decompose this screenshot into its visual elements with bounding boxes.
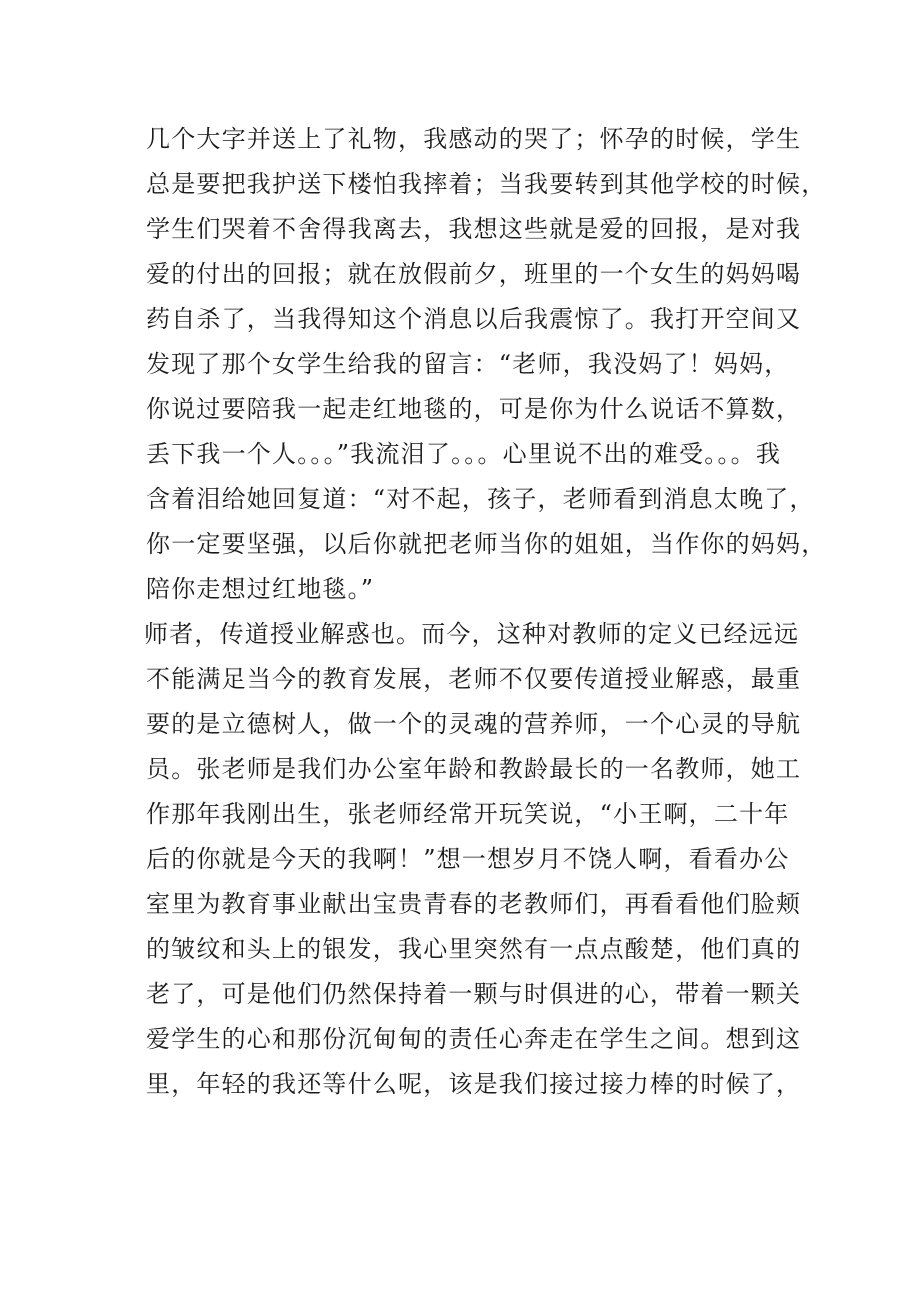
text-line: 几个大字并送上了礼物，我感动的哭了；怀孕的时候，学生 — [146, 125, 802, 153]
text-line: 要的是立德树人，做一个的灵魂的营养师，一个心灵的导航 — [146, 710, 802, 738]
text-line: 含着泪给她回复道：“对不起，孩子，老师看到消息太晚了， — [146, 485, 815, 513]
text-line: 总是要把我护送下楼怕我摔着；当我要转到其他学校的时候， — [146, 170, 827, 198]
text-line: 你说过要陪我一起走红地毯的，可是你为什么说话不算数， — [146, 395, 802, 423]
text-line: 发现了那个女学生给我的留言：“老师，我没妈了！妈妈， — [146, 350, 790, 378]
text-line: 爱学生的心和那份沉甸甸的责任心奔走在学生之间。想到这 — [146, 1025, 802, 1053]
text-line: 老了，可是他们仍然保持着一颗与时俱进的心，带着一颗关 — [146, 980, 802, 1008]
text-line: 的皱纹和头上的银发，我心里突然有一点点酸楚，他们真的 — [146, 935, 802, 963]
text-line: 作那年我刚出生，张老师经常开玩笑说，“小王啊，二十年 — [146, 800, 790, 828]
text-line: 不能满足当今的教育发展，老师不仅要传道授业解惑，最重 — [146, 665, 802, 693]
paragraph-start-line: 师者，传道授业解惑也。而今，这种对教师的定义已经远远 — [144, 620, 800, 648]
text-line: 里，年轻的我还等什么呢，该是我们接过接力棒的时候了， — [146, 1070, 802, 1098]
text-line: 爱的付出的回报；就在放假前夕，班里的一个女生的妈妈喝 — [146, 260, 802, 288]
text-line: 陪你走想过红地毯。” — [146, 575, 375, 603]
text-line: 丢下我一个人。。。”我流泪了。。。心里说不出的难受。。。我 — [146, 440, 782, 468]
text-line: 学生们哭着不舍得我离去，我想这些就是爱的回报，是对我 — [146, 215, 802, 243]
text-line: 你一定要坚强，以后你就把老师当你的姐姐，当作你的妈妈， — [146, 530, 827, 558]
text-line: 后的你就是今天的我啊！”想一想岁月不饶人啊，看看办公 — [146, 845, 790, 873]
text-line: 药自杀了，当我得知这个消息以后我震惊了。我打开空间又 — [146, 305, 802, 333]
text-line: 员。张老师是我们办公室年龄和教龄最长的一名教师，她工 — [146, 755, 802, 783]
text-line: 室里为教育事业献出宝贵青春的老教师们，再看看他们脸颊 — [146, 890, 802, 918]
